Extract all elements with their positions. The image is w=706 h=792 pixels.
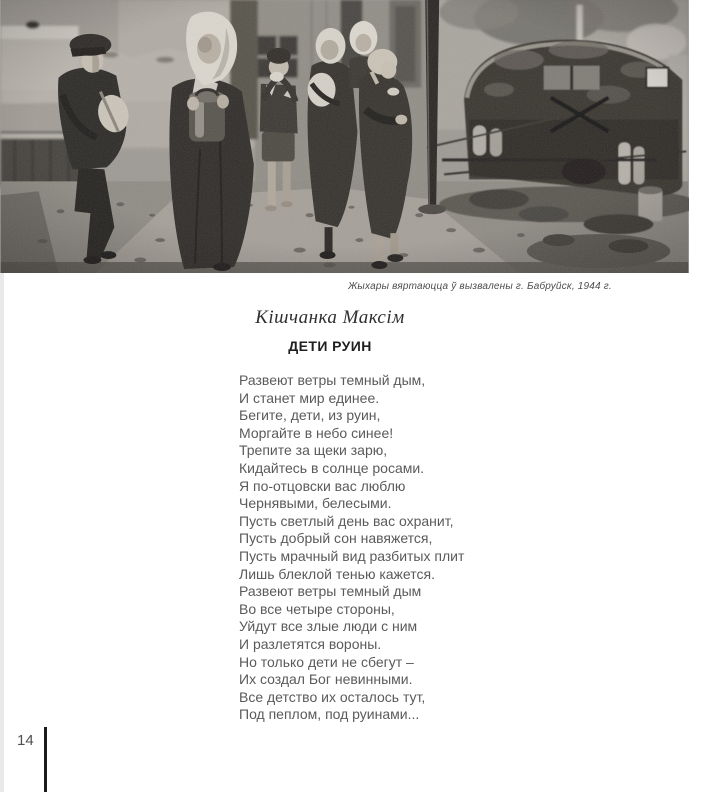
photo-caption: Жыхары вяртаюцца ў вызвалены г. Бабруйск, 1944 г. (348, 281, 612, 292)
poem-line: Во все четыре стороны, (239, 600, 395, 617)
poem-line: Их создал Бог невинными. (239, 671, 413, 688)
poem-line: Пусть добрый сон навяжется, (239, 530, 433, 547)
poem-line: Под пеплом, под руинами... (239, 706, 420, 723)
wartime-photo-illustration (0, 0, 689, 273)
poem-line: И станет мир единее. (239, 389, 380, 406)
poem-line: И разлетятся вороны. (239, 635, 382, 652)
poem-line: Бегите, дети, из руин, (239, 407, 381, 424)
poem-line: Пусть мрачный вид разбитых плит (239, 547, 465, 564)
page-number: 14 (17, 732, 34, 749)
page-edge-shadow (0, 273, 4, 792)
author-name: Кішчанка Максім (255, 307, 405, 328)
poem-line: Чернявыми, белесыми. (239, 495, 392, 512)
wartime-photo (0, 0, 689, 273)
poem-line: Кидайтесь в солнце росами. (239, 459, 425, 476)
poem-line: Моргайте в небо синее! (239, 424, 394, 441)
poem-line: Пусть светлый день вас охранит, (239, 512, 454, 529)
poem-line: Развеют ветры темный дым (239, 583, 422, 600)
poem-body (239, 372, 539, 724)
poem-line: Лишь блеклой тенью кажется. (239, 565, 435, 582)
poem-line: Трепите за щеки зарю, (239, 442, 388, 459)
footer-accent-bar (44, 727, 47, 792)
poem-line: Я по-отцовски вас люблю (239, 477, 406, 494)
poem-line: Уйдут все злые люди с ним (239, 618, 418, 635)
poem-line: Но только дети не сбегут – (239, 653, 414, 670)
poem-line: Все детство их осталось тут, (239, 688, 426, 705)
poem-line: Развеют ветры темный дым, (239, 372, 426, 388)
poem-title: ДЕТИ РУИН (288, 338, 372, 354)
